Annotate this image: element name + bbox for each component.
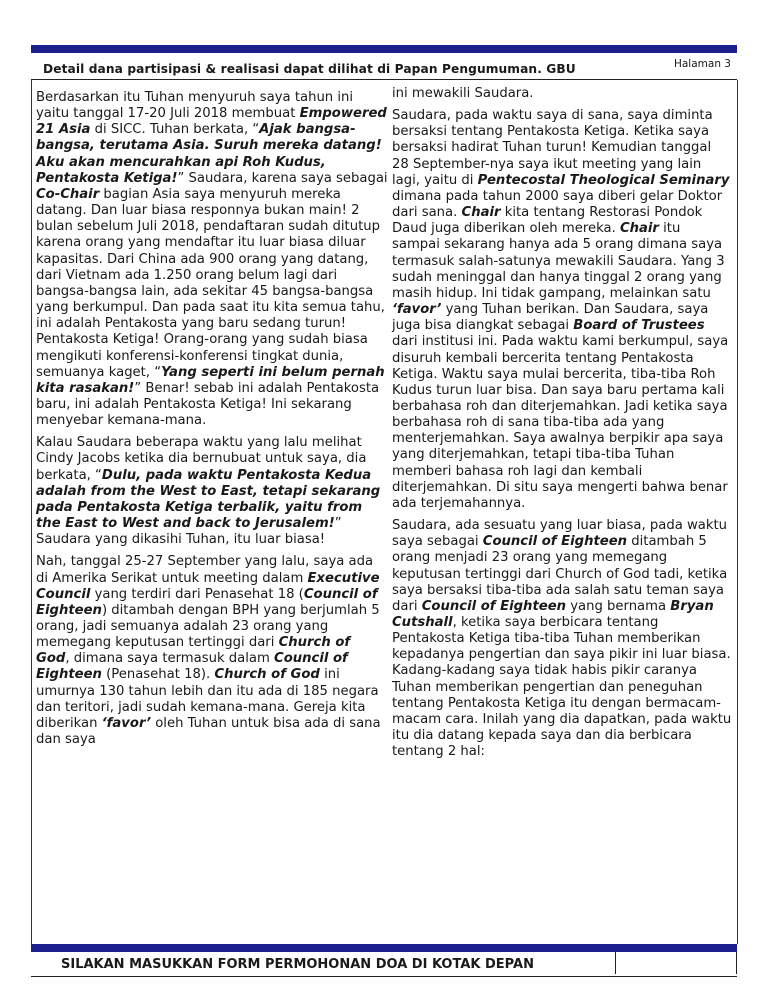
emphasis-text: Chair: [461, 205, 501, 221]
quote-text: Dulu, pada waktu Pentakosta Kedua adalah from the West to East, tetapi sekarang pada Pentakosta Ketiga terbalik, yaitu from the East to West and back to Jerusalem!: [36, 467, 381, 532]
emphasis-text: ‘favor’: [392, 302, 442, 318]
text-run: , ketika saya berbicara tentang Pentakosta Ketiga tiba-tiba Tuhan memberikan kepadanya pengertian dan saya pikir ini luar biasa. Kadang-kadang saya tidak habis pikir caranya Tuhan memberikan pengertian dan peneguhan tentang Pentakosta Ketiga itu dengan bermacam-macam cara. Inilah yang dia dapatkan, pada waktu itu dia datang kepada saya dan dia berbicara tentang 2 hal:: [392, 615, 732, 760]
emphasis-text: Council of Eighteen: [36, 651, 348, 683]
text-run: yang bernama: [566, 598, 671, 614]
text-run: kita tentang Restorasi Pondok Daud juga diberikan oleh mereka.: [392, 205, 703, 237]
emphasis-text: Pentecostal Theological Seminary: [477, 172, 730, 188]
text-run: ” Saudara yang dikasihi Tuhan, itu luar biasa!: [36, 516, 342, 548]
text-run: Berdasarkan itu Tuhan menyuruh saya tahun ini yaitu tanggal 17-20 Juli 2018 membuat: [36, 90, 354, 122]
right-paragraph-2: [392, 518, 732, 760]
left-paragraph-2: [36, 435, 388, 548]
right-column: [392, 86, 732, 766]
right-paragraph-1: [392, 108, 732, 512]
emphasis-text: Church of God: [36, 635, 351, 667]
left-paragraph-1: [36, 90, 388, 429]
emphasis-text: ‘favor’: [101, 715, 152, 731]
emphasis-text: Chair: [619, 221, 659, 237]
text-run: Kalau Saudara beberapa waktu yang lalu melihat Cindy Jacobs ketika dia bernubuat untuk saya, dia berkata, “: [36, 435, 367, 483]
text-run: (Penasehat 18).: [101, 667, 215, 683]
emphasis-text: Bryan Cutshall: [392, 598, 714, 630]
emphasis-text: Church of God: [214, 667, 320, 683]
text-run: ini umurnya 130 tahun lebih dan itu ada di 185 negara dan teritori, jadi sudah kemana-mana. Gereja kita diberikan: [36, 667, 379, 731]
text-run: bagian Asia saya menyuruh mereka datang. Dan luar biasa responnya bukan main! 2 bulan sebelum Juli 2018, pendaftaran sudah ditutup karena orang yang mendaftar itu luar biasa diluar kapasitas. Dari China ada 900 orang yang datang, dari Vietnam ada 1.250 orang belum lagi dari bangsa-bangsa lain, ada sekitar 45 bangsa-bangsa yang berkumpul. Dan pada saat itu kita semua tahu, ini adalah Pentakosta yang baru sedang turun! Pentakosta Ketiga! Orang-orang yang sudah biasa mengikuti konferensi-konferensi tingkat dunia, semuanya kaget, “: [36, 186, 385, 380]
emphasis-text: Council of Eighteen: [36, 586, 378, 618]
text-run: yang Tuhan berikan. Dan Saudara, saya juga bisa diangkat sebagai: [392, 302, 709, 334]
emphasis-text: Council of Eighteen: [482, 534, 628, 550]
text-run: , dimana saya termasuk dalam: [65, 651, 275, 667]
page-footer: [31, 952, 737, 977]
text-run: ” Benar! sebab ini adalah Pentakosta baru, ini adalah Pentakosta Ketiga! Ini sekarang menyebar kemana-mana.: [36, 380, 380, 429]
text-run: itu sampai sekarang hanya ada 5 orang dimana saya termasuk salah-satunya mewakili Saudara. Yang 3 sudah meninggal dan hanya tinggal 2 orang yang masih hidup. Ini tidak gampang, melainkan satu: [392, 221, 725, 301]
emphasis-text: Co-Chair: [36, 186, 100, 202]
bottom-rule: [31, 944, 737, 952]
header-title: Detail dana partisipasi & realisasi dapat dilihat di Papan Pengumuman. GBU: [43, 62, 576, 76]
page-number: Halaman 3: [673, 58, 731, 70]
left-paragraph-3: [36, 554, 388, 748]
page-header: [31, 55, 737, 80]
text-run: ditambah 5 orang menjadi 23 orang yang memegang keputusan tertinggi dari Church of God tadi, ketika saya bersaksi tiba-tiba ada salah satu teman saya dari: [392, 534, 728, 614]
right-paragraph-0: ini mewakili Saudara.: [392, 86, 534, 101]
text-run: dimana pada tahun 2000 saya diberi gelar Doktor dari sana.: [392, 188, 723, 221]
text-run: Nah, tanggal 25-27 September yang lalu, saya ada di Amerika Serikat untuk meeting dalam: [36, 554, 374, 586]
emphasis-text: Council of Eighteen: [421, 598, 567, 614]
text-run: oleh Tuhan untuk bisa ada di sana dan saya: [36, 715, 381, 748]
emphasis-text: Board of Trustees: [573, 318, 705, 334]
text-run: di SICC. Tuhan berkata, “: [90, 122, 260, 138]
text-run: Saudara, pada waktu saya di sana, saya diminta bersaksi tentang Pentakosta Ketiga. Ketika saya bersaksi hadirat Tuhan turun! Kemudian tanggal 28 September-nya saya ikut meeting yang lain lagi, yaitu di: [392, 108, 713, 188]
content-frame: [31, 80, 738, 944]
top-rule: [31, 45, 737, 53]
quote-text: Ajak bangsa-bangsa, terutama Asia. Suruh mereka datang! Aku akan mencurahkan api Roh Kudus, Pentakosta Ketiga!: [36, 122, 382, 186]
emphasis-text: Executive Council: [36, 570, 380, 602]
text-run: yang terdiri dari Penasehat 18 (: [90, 586, 304, 602]
text-run: ) ditambah dengan BPH yang berjumlah 5 orang, jadi semuanya adalah 23 orang yang memegang keputusan tertinggi dari: [36, 602, 380, 651]
quote-text: Yang seperti ini belum pernah kita rasakan!: [36, 364, 385, 396]
left-column: [36, 90, 388, 754]
footer-text: SILAKAN MASUKKAN FORM PERMOHONAN DOA DI KOTAK DEPAN: [61, 957, 534, 972]
emphasis-text: Empowered 21 Asia: [36, 106, 387, 138]
text-run: ” Saudara, karena saya sebagai: [177, 170, 388, 186]
text-run: dari institusi ini. Pada waktu kami berkumpul, saya disuruh kembali bercerita tentang Pentakosta Ketiga. Waktu saya mulai bercerita, tiba-tiba Roh Kudus turun luar bisa. Dan saya baru pertama kali berbahasa roh dan diterjemahkan. Jadi ketika saya berbahasa roh di sana tiba-tiba ada yang menterjemahkan. Saya awalnya berpikir apa saya yang diterjemahkan, tetapi tiba-tiba Tuhan memberi bahasa roh lagi dan kembali diterjemahkan. Di situ saya mengerti bahwa benar ada terjemahannya.: [392, 334, 729, 511]
footer-box: [615, 952, 737, 974]
text-run: Saudara, ada sesuatu yang luar biasa, pada waktu saya sebagai: [392, 518, 727, 550]
